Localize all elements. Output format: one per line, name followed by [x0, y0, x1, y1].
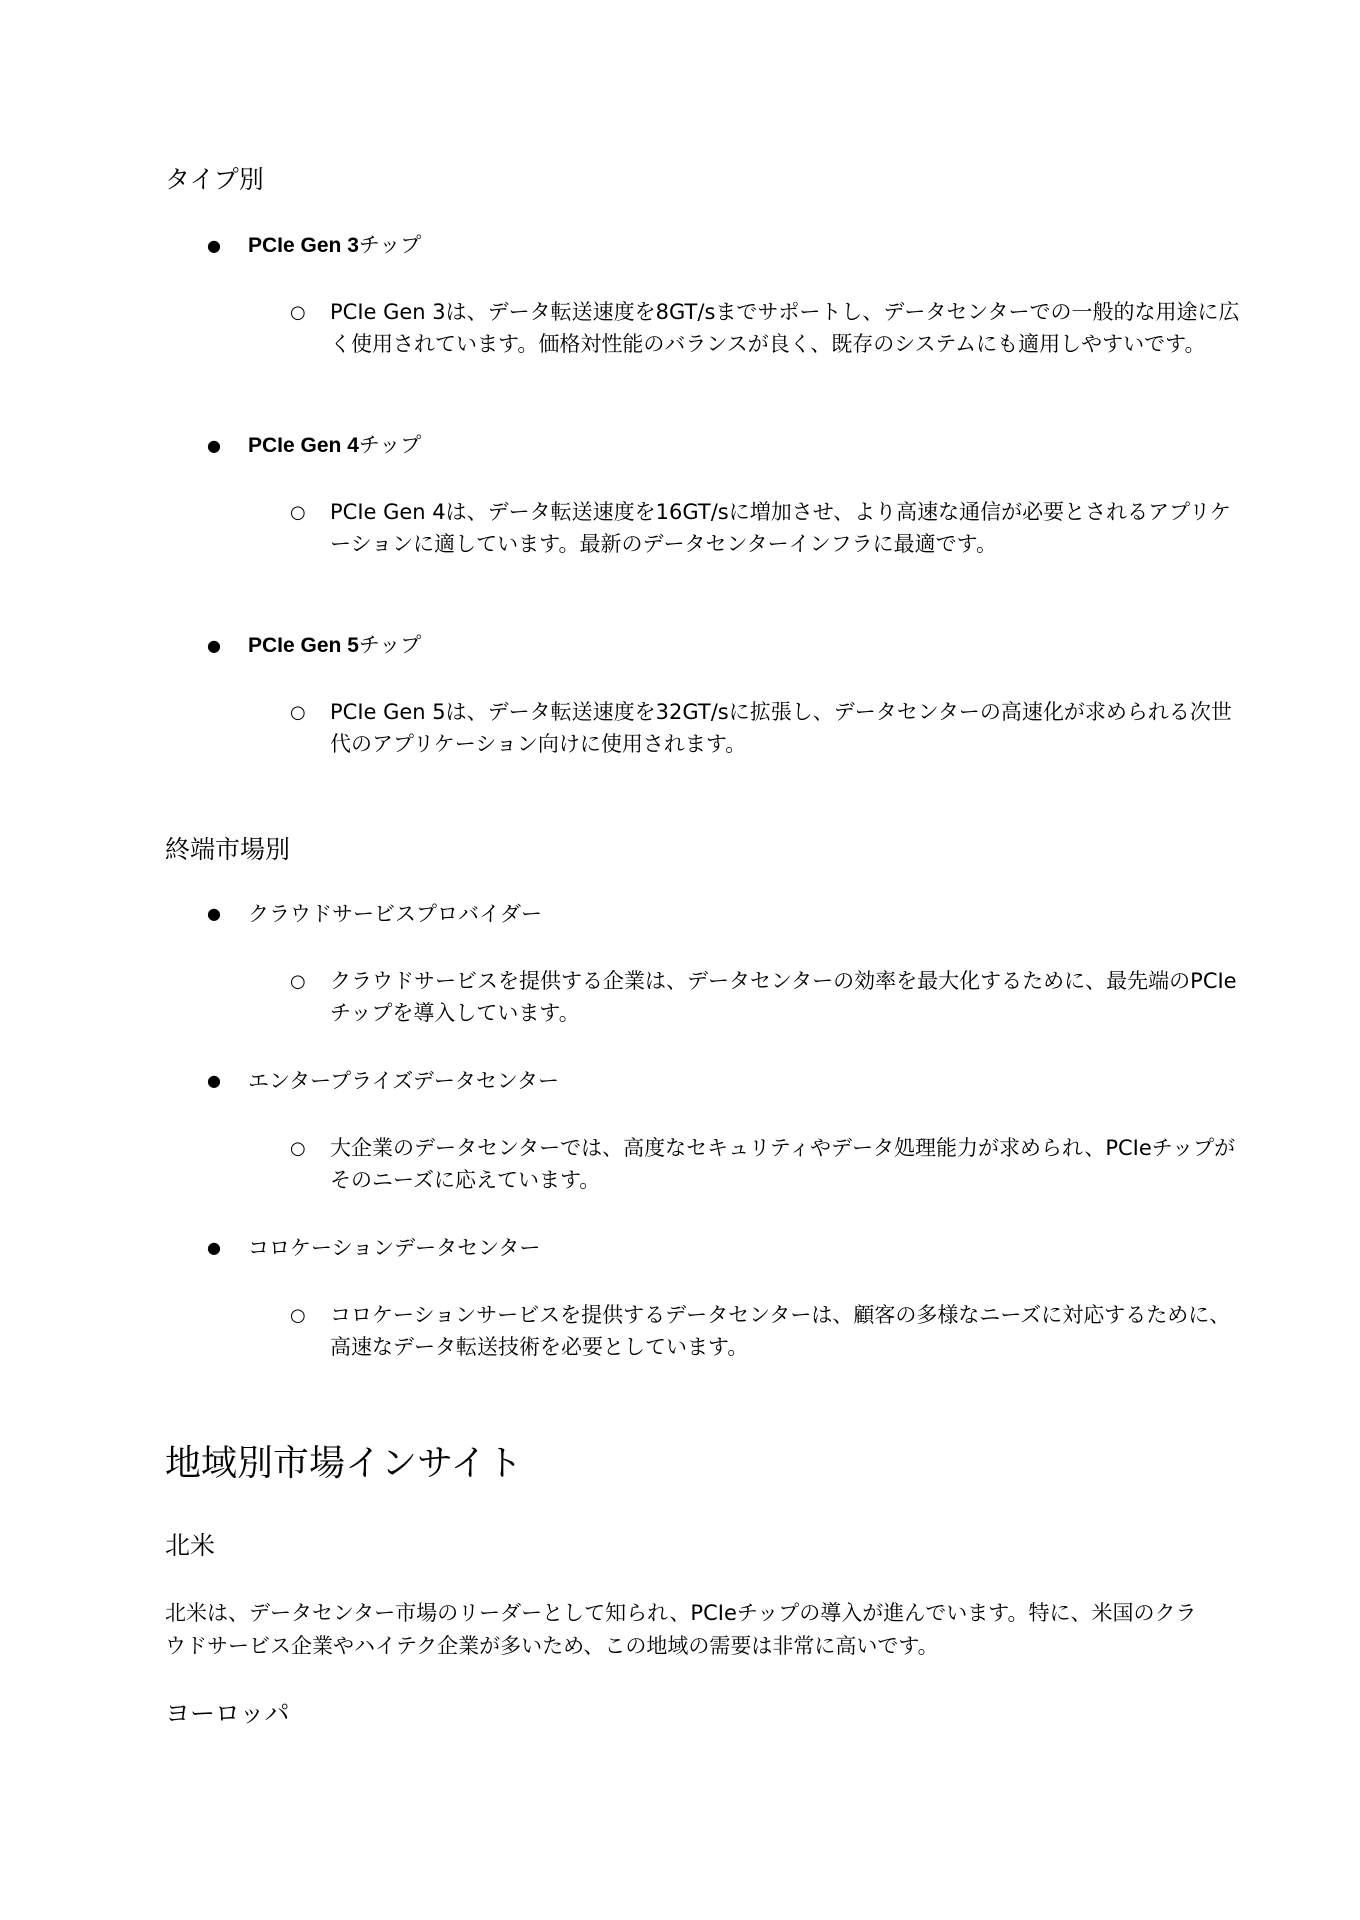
item-label-suffix: チップ — [358, 633, 422, 657]
sub-item-text: PCIe Gen 5は、データ転送速度を32GT/sに拡張し、データセンターの高速化が求められる次世代のアプリケーション向けに使用されます。 — [330, 700, 1232, 756]
sub-list-item — [290, 297, 1250, 360]
sub-item-text: PCIe Gen 4は、データ転送速度を16GT/sに増加させ、より高速な通信が必要とされるアプリケーションに適しています。最新のデータセンターインフラに最適です。 — [330, 500, 1231, 556]
list-item — [207, 899, 542, 929]
hollow-bullet-icon: ○ — [290, 971, 306, 992]
list-item — [207, 230, 421, 261]
item-bold-label: PCIe Gen 3 — [248, 234, 359, 257]
sub-list-item — [290, 1133, 1250, 1196]
sub-item-text: コロケーションサービスを提供するデータセンターは、顧客の多様なニーズに対応するために、高速なデータ転送技術を必要としています。 — [330, 1303, 1231, 1359]
bullet-icon: ● — [207, 435, 221, 455]
bullet-icon: ● — [207, 635, 221, 655]
bullet-icon: ● — [207, 904, 221, 923]
section-heading-by-type: タイプ別 — [165, 165, 264, 194]
item-bold-label: PCIe Gen 4 — [248, 434, 359, 457]
sub-item-text: 大企業のデータセンターでは、高度なセキュリティやデータ処理能力が求められ、PCIeチップがそのニーズに応えています。 — [330, 1136, 1236, 1192]
item-bold-label: PCIe Gen 5 — [248, 634, 359, 657]
bullet-icon: ● — [207, 1071, 221, 1090]
list-item — [207, 1233, 540, 1263]
hollow-bullet-icon: ○ — [290, 702, 306, 723]
bullet-icon: ● — [207, 235, 221, 255]
hollow-bullet-icon: ○ — [290, 302, 306, 323]
subheading-north-america: 北米 — [165, 1531, 216, 1560]
hollow-bullet-icon: ○ — [290, 1305, 306, 1326]
sub-list-item — [290, 497, 1250, 560]
item-label: クラウドサービスプロバイダー — [248, 902, 542, 926]
item-label-suffix: チップ — [358, 433, 422, 457]
section-heading-by-end-market: 終端市場別 — [165, 835, 291, 864]
list-item — [207, 630, 421, 661]
item-label: エンタープライズデータセンター — [248, 1069, 560, 1093]
subheading-europe: ヨーロッパ — [165, 1699, 290, 1728]
sub-list-item — [290, 966, 1250, 1029]
item-label-suffix: チップ — [358, 233, 422, 257]
paragraph-north-america: 北米は、データセンター市場のリーダーとして知られ、PCIeチップの導入が進んでいます。特に、米国のクラウドサービス企業やハイテク企業が多いため、この地域の需要は非常に高いです。 — [165, 1601, 1197, 1658]
sub-list-item — [290, 1300, 1250, 1363]
item-label: コロケーションデータセンター — [248, 1236, 541, 1260]
bullet-icon: ● — [207, 1238, 221, 1257]
sub-item-text: PCIe Gen 3は、データ転送速度を8GT/sまでサポートし、データセンターでの一般的な用途に広く使用されています。価格対性能のバランスが良く、既存のシステムにも適用しやすいです。 — [330, 300, 1240, 356]
list-item — [207, 1066, 559, 1096]
section-heading-regional: 地域別市場インサイト — [165, 1443, 523, 1484]
list-item — [207, 430, 421, 461]
sub-item-text: クラウドサービスを提供する企業は、データセンターの効率を最大化するために、最先端のPCIeチップを導入しています。 — [330, 969, 1237, 1025]
hollow-bullet-icon: ○ — [290, 1138, 306, 1159]
hollow-bullet-icon: ○ — [290, 502, 306, 523]
sub-list-item — [290, 697, 1250, 760]
